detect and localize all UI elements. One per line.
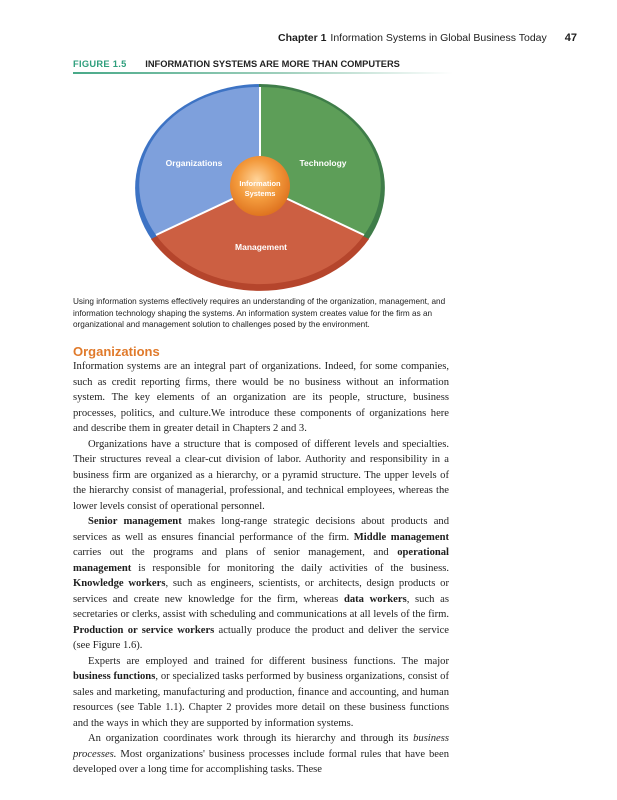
paragraph-2: Organizations have a structure that is composed of different levels and specialties. Their structures reveal a clear-cut division of labor. Authority and responsibility in a business firm are organized as a hierarchy, or a pyramid structure. The upper levels of the hierarchy consist of managerial, professional, and technical employees, whereas the lower levels consist of operational personnel.: [73, 438, 449, 512]
paragraph-3-text-a: makes long-range strategic decisions about products and services as well as ensures financial performance of the firm.: [73, 516, 449, 543]
label-center-line2: Systems: [244, 189, 276, 198]
term-business-processes: business processes.: [73, 733, 449, 760]
term-data-workers: data workers: [343, 593, 407, 605]
paragraph-3-text-b: carries out the programs and plans of senior management, and: [73, 547, 398, 558]
paragraph-3-text-c: is responsible for monitoring the daily activities of the business.: [131, 562, 449, 574]
term-knowledge-workers: Knowledge workers: [73, 578, 166, 589]
figure-title-rule: [73, 72, 453, 74]
paragraph-3-text-f: actually produce the product and deliver the service (see Figure 1.6).: [73, 624, 449, 651]
paragraph-4-text-b: , or specialized tasks performed by business organizations, consist of sales and marketing, manufacturing and production, finance and accounting, and human resources (see Table 1.1). Chapter 2 provides more detail on these business functions and the ways in which they are supported by information systems.: [73, 671, 449, 729]
paragraph-3: [73, 514, 449, 654]
paragraph-5: [73, 731, 449, 778]
label-center-line1: Information: [239, 179, 281, 188]
chapter-label: Chapter 1: [277, 32, 327, 44]
label-management: Management: [235, 242, 287, 252]
figure-title-text: INFORMATION SYSTEMS ARE MORE THAN COMPUTERS: [145, 59, 400, 69]
page-number: 47: [564, 32, 577, 44]
section-heading: Organizations: [73, 344, 160, 359]
label-organizations: Organizations: [165, 158, 223, 168]
paragraph-1: Information systems are an integral part of organizations. Indeed, for some companies, such as credit reporting firms, there would be no business without an information system. The key elements of an organization are its people, structure, business processes, politics, and culture.We introduce these components of organizations here and describe them in greater detail in Chapters 2 and 3.: [73, 361, 449, 434]
running-head: [278, 32, 577, 44]
term-middle-management: Middle management: [353, 531, 450, 543]
figure-caption: Using information systems effectively requires an understanding of the organization, management, and information technology shaping the systems. An information system creates value for the firm as an organizational and management solution to challenges posed by the environment.: [73, 297, 446, 329]
paragraph-3-text-d: , such as engineers, scientists, or architects, design products or services and create new knowledge for the firm, whereas: [73, 578, 449, 605]
figure-title: [73, 59, 453, 69]
information-systems-diagram: [130, 82, 390, 292]
body-text: [73, 359, 449, 778]
paragraph-4: [73, 654, 449, 732]
paragraph-5-text-b: Most organizations' business processes include formal rules that have been developed over a long time for accomplishing tasks. These: [73, 748, 449, 775]
paragraph-3-text-e: , such as secretaries or clerks, assist with scheduling and communications at all levels of the firm.: [73, 593, 449, 620]
term-business-functions: business functions: [73, 671, 156, 682]
paragraph-4-text-a: Experts are employed and trained for different business functions. The major: [88, 655, 449, 667]
figure-label: FIGURE 1.5: [73, 59, 127, 69]
chapter-title: Information Systems in Global Business Today: [330, 32, 547, 44]
term-operational-management: operational management: [73, 547, 449, 574]
label-technology: Technology: [299, 158, 347, 168]
term-production-workers: Production or service workers: [73, 624, 215, 636]
paragraph-5-text-a: An organization coordinates work through its hierarchy and through its: [88, 733, 414, 744]
term-senior-management: Senior management: [88, 516, 182, 527]
